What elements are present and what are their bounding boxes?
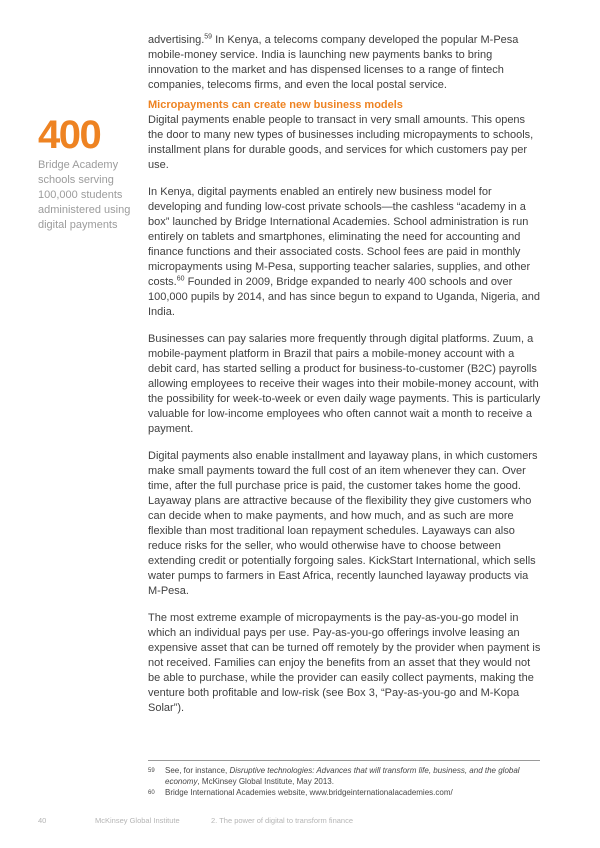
paragraph-layaway-plans: Digital payments also enable installment and layaway plans, in which customers make small payments toward the full cost of an item whenever they can. Over time, after the full purchase price is paid, the customer takes home the good. Layaway plans are attractive because of the flexibility they give customers who can decide when to make payments, and how much, and as such are more flexible than most traditional loan repayment schedules. Layaways can also reduce risks for the seller, who would otherwise have to choose between extending credit or potentially forgoing sales. KickStart International, which sells water pumps to farmers in East Africa, recently launched layaway products via M-Pesa. xyxy=(148,450,538,597)
footnote-59-title-italic: Disruptive technologies: Advances that will transform life, business, and the global economy xyxy=(165,766,520,786)
intro-text-pre: advertising. xyxy=(148,34,205,46)
bridge-text-pre: In Kenya, digital payments enabled an entirely new business model for developing and funding low-cost private schools—the cashless “academy in a box” launched by Bridge International Academies. School administration is run entirely on tablets and smartphones, eliminating the need for accounting and finance functions and their associated costs. School fees are paid in monthly micropayments using M-Pesa, supporting teacher salaries, supplies, and other costs. xyxy=(148,186,531,288)
footnote-60-number: 60 xyxy=(148,790,155,796)
stat-value: 400 xyxy=(38,113,101,157)
footnote-60-text: Bridge International Academies website, www.bridgeinternationalacademies.com/ xyxy=(165,788,453,797)
page-number: 40 xyxy=(38,816,47,825)
bridge-text-post: Founded in 2009, Bridge expanded to nearly 400 schools and over 100,000 pupils by 2014, and has since begun to expand to Uganda, Nigeria, and India. xyxy=(148,276,541,318)
footnote-60 xyxy=(148,787,540,799)
paragraph-intro xyxy=(148,33,541,93)
footer-chapter: 2. The power of digital to transform finance xyxy=(211,816,354,825)
intro-text-post: In Kenya, a telecoms company developed the popular M-Pesa mobile-money service. India is launching new payments banks to bring innovation to the market and has dispensed licenses to a range of fintech companies, telecoms firms, and even the local postal service. xyxy=(148,34,519,91)
stat-caption: Bridge Academy schools serving 100,000 students administered using digital payments xyxy=(38,159,131,231)
footer-institute: McKinsey Global Institute xyxy=(95,816,180,825)
stat-callout xyxy=(38,114,146,233)
footnote-59-number: 59 xyxy=(148,768,155,774)
footnote-59 xyxy=(148,765,540,787)
footnote-59-post: , McKinsey Global Institute, May 2013. xyxy=(197,777,334,786)
footnote-ref-60: 60 xyxy=(176,275,185,283)
footnote-59-pre: See, for instance, xyxy=(165,766,230,775)
body-column xyxy=(148,33,541,728)
footnotes-section xyxy=(148,760,540,799)
paragraph-pay-as-you-go: The most extreme example of micropayments is the pay-as-you-go model in which an individual pays per use. Pay-as-you-go offerings involve leasing an expensive asset that can be turned off remotely by the provider when payment is not received. Families can enjoy the benefits from an asset that they would not be able to purchase, while the provider can easily collect payments, making the venture both profitable and low-risk (see Box 3, “Pay-as-you-go and M-Kopa Solar”). xyxy=(148,612,541,714)
section-heading: Micropayments can create new business models xyxy=(148,99,403,111)
paragraph-micropayments: Digital payments enable people to transact in very small amounts. This opens the door to many new types of businesses including micropayments to schools, installment plans for durable goods, and services for which customers pay per use. xyxy=(148,114,534,171)
footnote-ref-59: 59 xyxy=(204,33,213,41)
footnote-59-text xyxy=(165,765,540,787)
paragraph-bridge-academies xyxy=(148,185,541,320)
paragraph-salaries-zuum: Businesses can pay salaries more frequently through digital platforms. Zuum, a mobile-payment platform in Brazil that pairs a mobile-money account with a debit card, has started selling a product for business-to-customer (B2C) payrolls allowing employees to receive their wages into their mobile-money account, with the possibility for week-to-week or even daily wage payments. This is particularly valuable for low-income employees who often cannot wait a month to receive a payment. xyxy=(148,333,541,435)
